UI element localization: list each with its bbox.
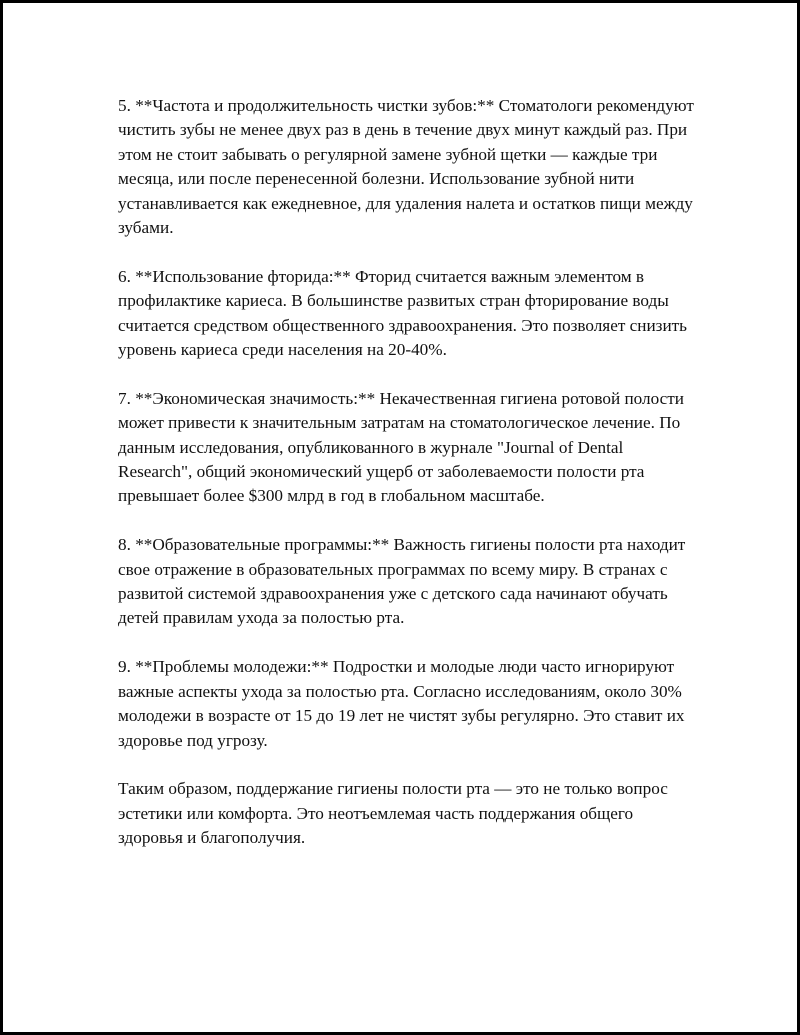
document-body [118,94,698,851]
paragraph-fluoride-use: 6. **Использование фторида:** Фторид считается важным элементом в профилактике кариеса. В большинстве развитых стран фторирование воды считается средством общественного здравоохранения. Это позволяет снизить уровень кариеса среди населения на 20-40%. [118,266,688,360]
paragraph-brushing-frequency: 5. **Частота и продолжительность чистки зубов:** Стоматологи рекомендуют чистить зубы не менее двух раз в день в течение двух минут каждый раз. При этом не стоит забывать о регулярной замене зубной щетки — каждые три месяца, или после перенесенной болезни. Использование зубной нити устанавливается как ежедневное, для удаления налета и остатков пищи между зубами. [118,96,694,238]
paragraph-economic-significance: 7. **Экономическая значимость:** Некачественная гигиена ротовой полости может привести к значительным затратам на стоматологическое лечение. По данным исследования, опубликованного в журнале "Journal of Dental Research", общий экономический ущерб от заболеваемости полости рта превышает более $300 млрд в год в глобальном масштабе. [118,388,684,506]
paragraph-educational-programs: 8. **Образовательные программы:** Важность гигиены полости рта находит свое отражение в образовательных программах по всему миру. В странах с развитой системой здравоохранения уже с детского сада начинают обучать детей правилам ухода за полостью рта. [118,535,686,628]
paragraph-conclusion: Таким образом, поддержание гигиены полости рта — это не только вопрос эстетики или комфорта. Это неотъемлемая часть поддержания общего здоровья и благополучия. [118,779,668,848]
paragraph-youth-problems: 9. **Проблемы молодежи:** Подростки и молодые люди часто игнорируют важные аспекты ухода за полостью рта. Согласно исследованиям, около 30% молодежи в возрасте от 15 до 19 лет не чистят зубы регулярно. Это ставит их здоровье под угрозу. [118,657,685,750]
